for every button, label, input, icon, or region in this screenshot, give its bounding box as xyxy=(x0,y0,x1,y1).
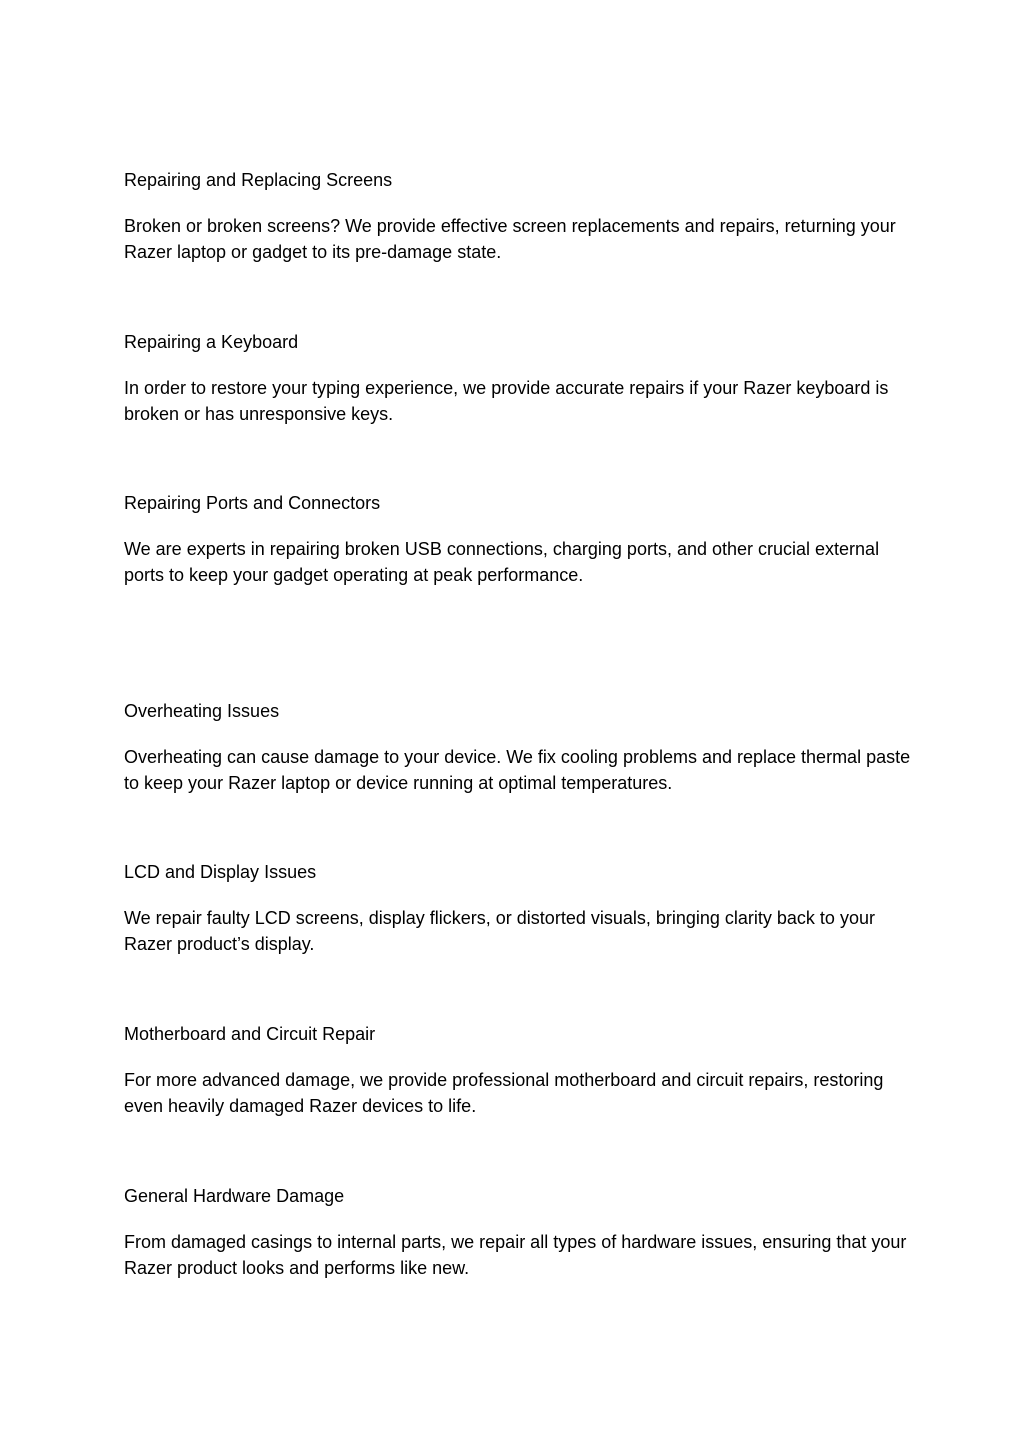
section-body: For more advanced damage, we provide professional motherboard and circuit repairs, restoring even heavily damaged Razer devices to life. xyxy=(124,1070,884,1116)
section-heading: Repairing and Replacing Screens xyxy=(124,170,393,190)
section-body: We repair faulty LCD screens, display flickers, or distorted visuals, bringing clarity back to your Razer product’s display. xyxy=(124,908,875,954)
section-body: Broken or broken screens? We provide effective screen replacements and repairs, returning your Razer laptop or gadget to its pre-damage state. xyxy=(124,216,896,262)
section-screen-repair xyxy=(124,168,914,265)
section-body: In order to restore your typing experience, we provide accurate repairs if your Razer keyboard is broken or has unresponsive keys. xyxy=(124,378,889,424)
section-heading: LCD and Display Issues xyxy=(124,862,317,882)
section-heading: General Hardware Damage xyxy=(124,1186,345,1206)
section-lcd-display xyxy=(124,860,914,957)
section-body: Overheating can cause damage to your device. We fix cooling problems and replace thermal paste to keep your Razer laptop or device running at optimal temperatures. xyxy=(124,747,911,793)
section-keyboard-repair xyxy=(124,330,914,427)
section-general-hardware xyxy=(124,1184,914,1281)
section-heading: Overheating Issues xyxy=(124,701,280,721)
section-body: We are experts in repairing broken USB connections, charging ports, and other crucial external ports to keep your gadget operating at peak performance. xyxy=(124,539,880,585)
section-heading: Repairing Ports and Connectors xyxy=(124,493,381,513)
section-motherboard xyxy=(124,1022,914,1119)
section-heading: Motherboard and Circuit Repair xyxy=(124,1024,376,1044)
section-body: From damaged casings to internal parts, we repair all types of hardware issues, ensuring that your Razer product looks and performs like new. xyxy=(124,1232,907,1278)
section-ports-repair xyxy=(124,491,914,588)
section-heading: Repairing a Keyboard xyxy=(124,332,299,352)
section-overheating xyxy=(124,699,914,796)
